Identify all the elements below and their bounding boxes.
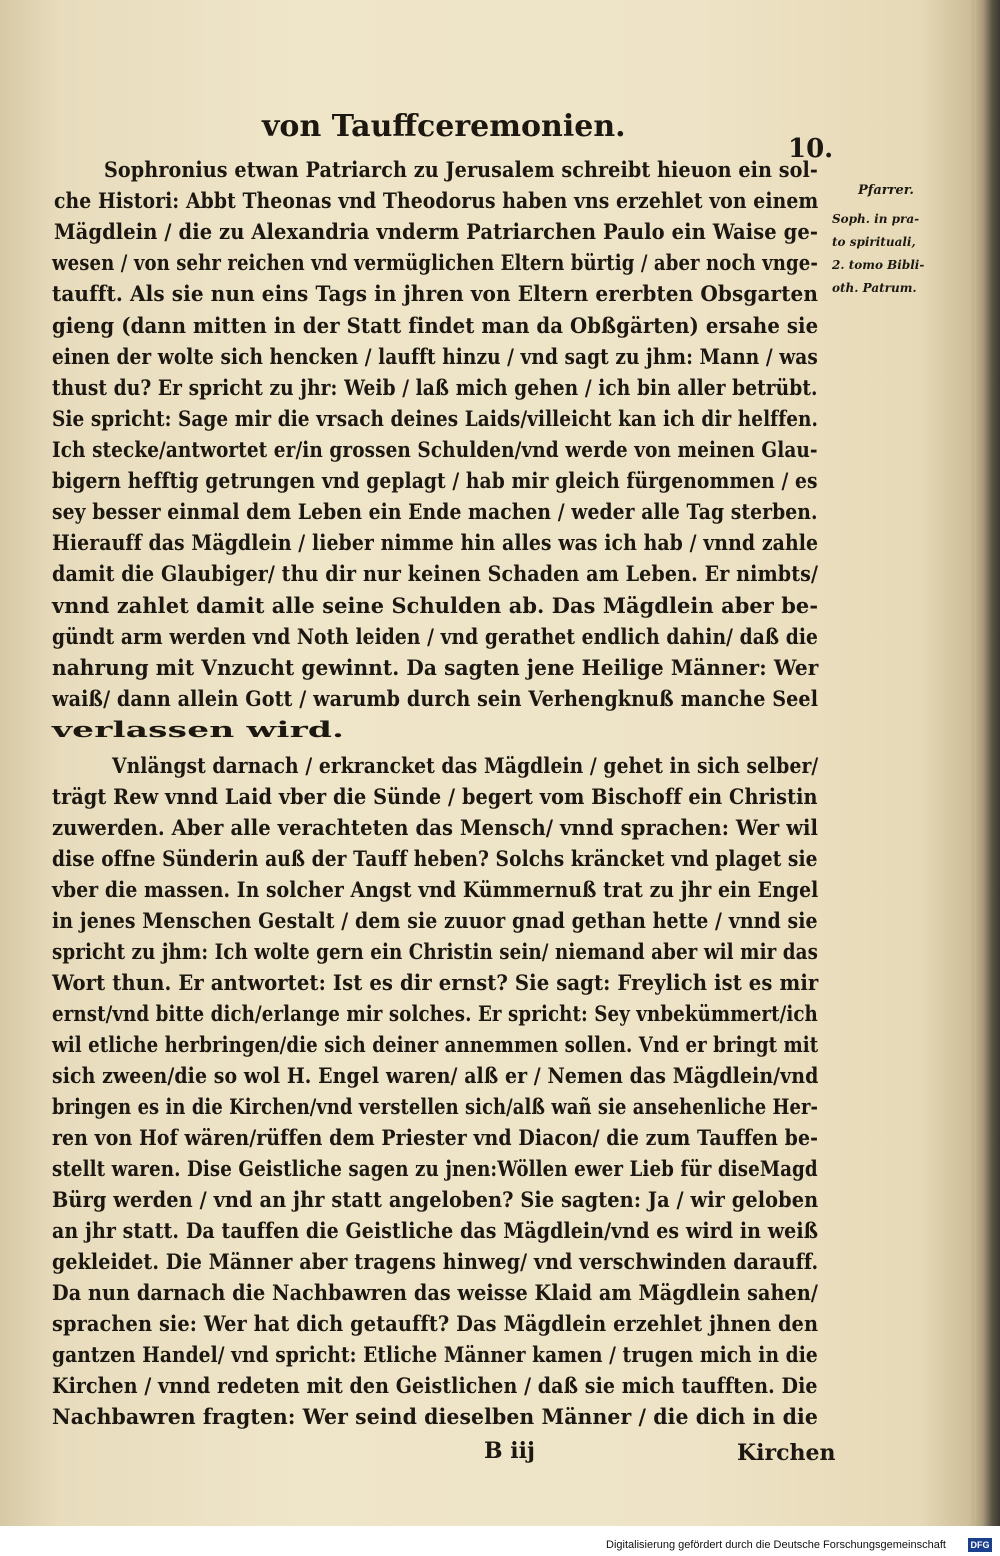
- margin-note-line: Soph. in pra-: [832, 212, 920, 226]
- body-line: vber die massen. In solcher Angst vnd Kümmernuß trat zu jhr ein Engel: [52, 878, 819, 903]
- body-line: vnnd zahlet damit alle seine Schulden ab. Das Mägdlein aber be-: [52, 594, 819, 619]
- body-line: stellt waren. Dise Geistliche sagen zu jnen:Wöllen ewer Lieb für diseMagd: [52, 1157, 818, 1182]
- body-line: ren von Hof wären/rüffen dem Priester vnd Diacon/ die zum Tauffen be-: [52, 1126, 819, 1151]
- body-line: dise offne Sünderin auß der Tauff heben? Solchs kräncket vnd plaget sie: [52, 847, 818, 872]
- body-line: bigern hefftig getrungen vnd geplagt / hab mir gleich fürgenommen / es: [52, 469, 818, 494]
- body-line: ernst/vnd bitte dich/erlange mir solches. Er spricht: Sey vnbekümmert/ich: [52, 1002, 818, 1027]
- body-line: che Histori: Abbt Theonas vnd Theodorus haben vns erzehlet von einem: [54, 189, 819, 214]
- body-line: an jhr statt. Da tauffen die Geistliche das Mägdlein/vnd es wird in weiß: [52, 1219, 819, 1244]
- margin-note-line: to spirituali,: [832, 235, 916, 249]
- body-line: Ich stecke/antwortet er/in grossen Schulden/vnd werde von meinen Glau-: [52, 438, 818, 463]
- body-line: sey besser einmal dem Leben ein Ende machen / weder alle Tag sterben.: [52, 500, 818, 525]
- body-line: Kirchen / vnnd redeten mit den Geistlichen / daß sie mich taufften. Die: [52, 1374, 818, 1399]
- margin-note-line: 2. tomo Bibli-: [832, 258, 925, 272]
- body-line: Bürg werden / vnd an jhr statt angeloben? Sie sagten: Ja / wir geloben: [52, 1188, 819, 1213]
- body-line: gündt arm werden vnd Noth leiden / vnd gerathet endlich dahin/ daß die: [52, 625, 818, 650]
- body-line: in jenes Menschen Gestalt / dem sie zuuor gnad gethan hette / vnnd sie: [52, 909, 818, 934]
- body-line: Wort thun. Er antwortet: Ist es dir ernst? Sie sagt: Freylich ist es mir: [52, 971, 819, 996]
- body-line: Da nun darnach die Nachbawren das weisse Klaid am Mägdlein sahen/: [52, 1281, 818, 1306]
- body-line: sprachen sie: Wer hat dich getaufft? Das Mägdlein erzehlet jhnen den: [52, 1312, 819, 1337]
- body-line: thust du? Er spricht zu jhr: Weib / laß mich gehen / ich bin aller betrübt.: [52, 376, 818, 401]
- margin-note-line: Pfarrer.: [858, 183, 914, 198]
- dfg-logo-icon: DFG: [968, 1538, 992, 1552]
- body-line: nahrung mit Vnzucht gewinnt. Da sagten jene Heilige Männer: Wer: [52, 656, 819, 681]
- funding-credit: Digitalisierung gefördert durch die Deutsche Forschungsgemeinschaft: [606, 1539, 946, 1551]
- body-line: gekleidet. Die Männer aber tragens hinweg/ vnd verschwinden darauff.: [52, 1250, 819, 1275]
- body-line: zuwerden. Aber alle verachteten das Mensch/ vnnd sprachen: Wer wil: [52, 816, 819, 841]
- running-header-title: von Tauffceremonien.: [262, 109, 626, 144]
- page-edge-shadow: [974, 0, 1000, 1556]
- body-line: sich zween/die so wol H. Engel waren/ alß er / Nemen das Mägdlein/vnd: [52, 1064, 819, 1089]
- body-line: Vnlängst darnach / erkrancket das Mägdlein / gehet in sich selber/: [112, 754, 819, 779]
- body-line: einen der wolte sich hencken / laufft hinzu / vnd sagt zu jhm: Mann / was: [52, 345, 818, 370]
- signature-mark: B iij: [484, 1438, 535, 1464]
- body-line: damit die Glaubiger/ thu dir nur keinen Schaden am Leben. Er nimbts/: [52, 562, 819, 587]
- body-line: spricht zu jhm: Ich wolte gern ein Christin sein/ niemand aber wil mir das: [52, 940, 818, 965]
- body-line: Sie spricht: Sage mir die vrsach deines Laids/villeicht kan ich dir helffen.: [52, 407, 819, 432]
- catchword: Kirchen: [737, 1440, 836, 1466]
- body-line: trägt Rew vnnd Laid vber die Sünde / begert vom Bischoff ein Christin: [52, 785, 818, 810]
- body-line: bringen es in die Kirchen/vnd verstellen sich/alß wañ sie ansehenliche Her-: [52, 1095, 818, 1120]
- body-line: Nachbawren fragten: Wer seind dieselben Männer / die dich in die: [52, 1405, 818, 1430]
- body-line: wesen / von sehr reichen vnd vermüglichen Eltern bürtig / aber noch vnge-: [52, 251, 818, 276]
- body-line: Sophronius etwan Patriarch zu Jerusalem schreibt hieuon ein sol-: [104, 158, 818, 183]
- body-line: wil etliche herbringen/die sich deiner annemmen sollen. Vnd er bringt mit: [52, 1033, 819, 1058]
- body-line: Mägdlein / die zu Alexandria vnderm Patriarchen Paulo ein Waise ge-: [54, 220, 819, 245]
- body-line: verlassen wird.: [52, 718, 345, 743]
- body-line: gieng (dann mitten in der Statt findet man da Obßgärten) ersahe sie: [52, 314, 819, 339]
- body-line: Hierauff das Mägdlein / lieber nimme hin alles was ich hab / vnnd zahle: [52, 531, 819, 556]
- body-line: gantzen Handel/ vnd spricht: Etliche Männer kamen / trugen mich in die: [52, 1343, 818, 1368]
- body-line: taufft. Als sie nun eins Tags in jhren von Eltern ererbten Obsgarten: [52, 282, 819, 307]
- margin-note-line: oth. Patrum.: [832, 281, 917, 295]
- folio-number: 10.: [788, 134, 834, 164]
- body-line: waiß/ dann allein Gott / warumb durch sein Verhengknuß manche Seel: [52, 687, 819, 712]
